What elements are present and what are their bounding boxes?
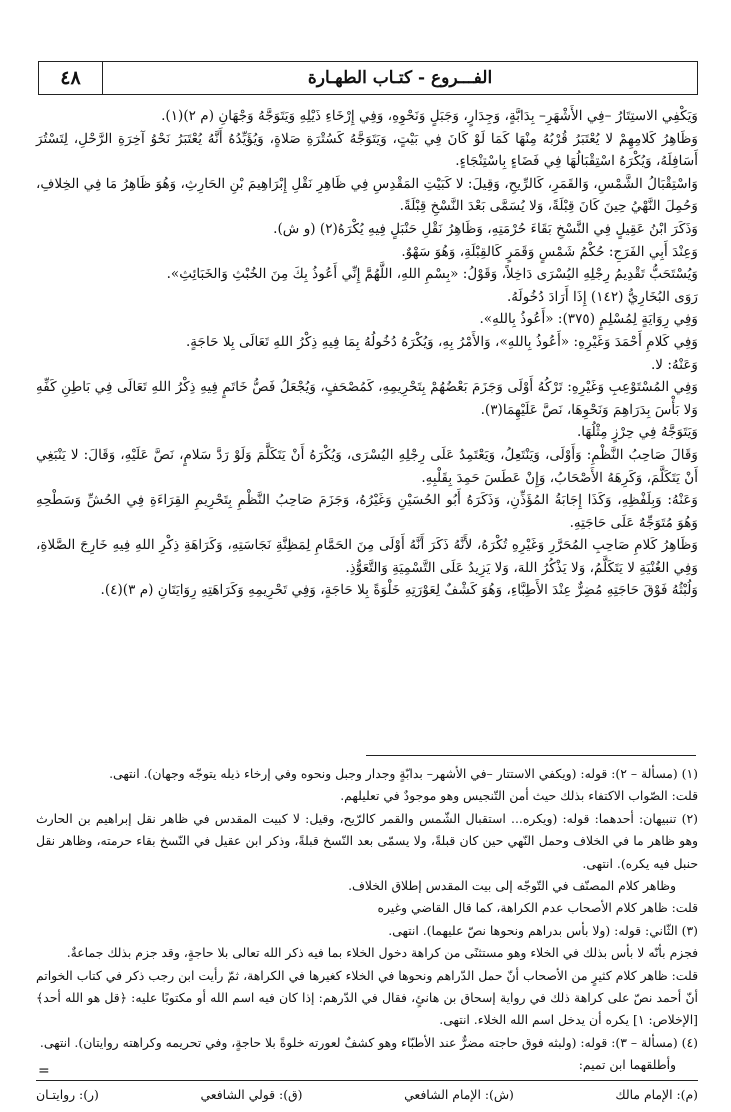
paragraph: وَعِنْدَ أَبِي الفَرَجِ: حُكْمُ شَمْسٍ وَقَمَرٍ كَالقِبْلَةِ، وَهُوَ سَهْوٌ.	[401, 243, 698, 260]
main-text	[36, 105, 698, 602]
footnote: قلت: الصّواب الاكتفاء بذلك حيث أمن التّنجيس وهو موجودٌ في تعليلهم.	[340, 788, 698, 804]
footnote: وأطلقهما ابن تميم:	[578, 1057, 676, 1073]
legend-shafii-qawlan: (ق): قولي الشافعي	[200, 1087, 303, 1102]
footnotes	[36, 763, 698, 1077]
paragraph: وَاسْتِقْبَالُ الشَّمْسِ، وَالقَمَرِ، كَالرِّيحِ، وَقِيلَ: لا كَبَيْتِ المَقْدِسِ فِي ظَاهِرِ نَقْلِ إِبْرَاهِيمَ بْنِ الحَارِثِ، وَهُوَ ظَاهِرُ مَا فِي الخِلافِ، وَحُمِلَ النَّهْيُ حِينَ كَانَ قِبْلَةً، وَلا يُسَمَّى بَعْدَ النَّسْخِ قِبْلَةً.	[36, 175, 698, 215]
paragraph: وَيُسْتَحَبُّ تَقْدِيمُ رِجْلِهِ اليُسْرَى دَاخِلاً، وَقَوْلُ: «بِسْمِ اللهِ، اللَّهُمَّ إِنِّي أَعُوذُ بِكَ مِنَ الخُبْثِ وَالخَبَائِثِ».	[166, 266, 698, 283]
book-page	[28, 55, 704, 1102]
paragraph: وَظَاهِرُ كَلامِ صَاحِبِ المُحَرَّرِ وَغَيْرِهِ تُكْرَهُ، لأَنَّهُ ذَكَرَ أَنَّهُ أَوْلَى مِنَ الحَمَّامِ لِمَظِنَّةِ نَجَاسَتِهِ، وَكَرَاهَةِ ذِكْرِ اللهِ فِيهِ خَارِجَ الصَّلاةِ، وَفِي الغُنْيَةِ لا يَتَكَلَّمُ، وَلا يَذْكُرُ اللهَ، وَلا يَزِيدُ عَلَى التَّسْمِيَةِ وَالتَّعَوُّذِ.	[36, 537, 698, 576]
footnote: فجزم بأنّه لا بأس بذلك في الخلاء وهو مستثنًى من كراهة دخول الخلاء بما فيه ذكر الله تعالى بلا حاجةٍ، وقد جزم بذلك جماعةٌ.	[66, 945, 698, 961]
footnote: (٣) الثّاني: قوله: (ولا بأس بدراهم ونحوها نصّ عليهما). انتهى.	[388, 922, 698, 938]
abbreviation-legend	[36, 1087, 698, 1102]
running-title: الفـــروع - كتـاب الطهـارة	[307, 68, 493, 88]
paragraph: وَلُبْثُهُ فَوْقَ حَاجَتِهِ مُضِرٌّ عِنْدَ الأَطِبَّاءِ، وَهُوَ كَشْفٌ لِعَوْرَتِهِ خَلْوَةً بِلا حَاجَةٍ، وَفِي تَحْرِيمِهِ وَكَرَاهَتِهِ رِوَايَتَانِ (م ٣)(٤).	[100, 582, 698, 599]
footnote: وظاهر كلام المصنّف في التّوجّه إلى بيت المقدس إطلاق الخلاف.	[348, 878, 676, 894]
paragraph: رَوَى البُخَارِيُّ (١٤٢) إِذَا أَرَادَ دُخُولَهُ.	[506, 288, 698, 305]
footnote: (٤) (مسألة – ٣): قوله: (ولبثه فوق حاجته مضرٌّ عند الأطبّاء وهو كشفٌ لعورته خلوةً بلا حاجةٍ، وفي تحريمه وكراهته روايتان). انتهى.	[39, 1034, 698, 1050]
footnote-separator	[366, 755, 696, 756]
paragraph: وَفِي رِوَايَةٍ لِمُسْلِمٍ (٣٧٥): «أَعُوذُ بِاللهِ».	[479, 311, 698, 328]
footnote: (٢) تنبيهان: أحدهما: قوله: (ويكره... استقبال الشّمس والقمر كالرّيح، وقيل: لا كبيت المقدس في ظاهر نقل إبراهيم بن الحارث وهو ظاهر ما في الخلاف وحمل النّهي حين كان قبلةً، ولا يسمّى بعد النّسخ قبلةً، وذكر ابن عقيل في النّسخ بقاء حرمته، وظاهر نقل حنبل فيه يكره). انتهى.	[36, 810, 698, 871]
paragraph: وَيَكْفِي الاستِتَارُ –فِي الأَشْهَرِ– بِدَابَّةٍ، وَجِدَارٍ، وَجَبَلٍ وَنَحْوِهِ، وَفِي إِرْخَاءِ ذَيْلِهِ وَيَتَوَجَّهُ وَجْهَانِ (م ٢)(١).	[161, 108, 698, 124]
footnote: قلت: ظاهر كلام الأصحاب عدم الكراهة، كما قال القاضي وغيره	[377, 900, 698, 916]
legend-shafii: (ش): الإمام الشافعي	[404, 1087, 514, 1102]
page-header	[38, 61, 698, 95]
paragraph: وَعَنْهُ: وَبِلَفْظِهِ، وَكَذَا إِجَابَةُ المُؤَذِّنِ، وَذَكَرَهُ أَبُو الحُسَيْنِ وَغَيْرُهُ، وَجَزَمَ صَاحِبُ النَّظْمِ بِتَحْرِيمِ القِرَاءَةِ فِي الحُشِّ وَسَطْحِهِ وَهُوَ مُتَوَجِّهٌ عَلَى حَاجَتِهِ.	[36, 492, 698, 531]
paragraph: وَقَالَ صَاحِبُ النَّظْمِ: وَأَوْلَى، وَيَنْتَعِلُ، وَيَعْتَمِدُ عَلَى رِجْلِهِ اليُسْرَى، وَيُكْرَهُ أَنْ يَتَكَلَّمَ وَلَوْ رَدَّ سَلامٍ، نَصَّ عَلَيْهِ، وَقَالَ: لا يَنْبَغِي أَنْ يَتَكَلَّمَ، وَكَرِهَهُ الأَصْحَابُ، وَإِنْ عَطَسَ حَمِدَ بِقَلْبِهِ.	[36, 446, 698, 486]
footnote: قلت: ظاهر كلام كثيرٍ من الأصحاب أنّ حمل الدّراهم ونحوها في الخلاء كغيرها في الكراهة، ثمّ رأيت ابن رجب ذكر في كتاب الخواتم أنّ أحمد نصّ على كراهة ذلك في رواية إسحاق بن هانئٍ، فقال في الدّرهم: إذا كان فيه اسم الله أو مكتوبًا عليه: ﴿قل هو الله أحد﴾ [الإخلاص: ١] يكره أن يدخل اسم الله الخلاء. انتهى.	[36, 967, 698, 1028]
paragraph: وَعَنْهُ: لا.	[650, 356, 698, 373]
legend-riwayatan: (ر): روايتـان	[36, 1087, 99, 1102]
footnote: (١) (مسألة – ٢): قوله: (ويكفي الاستتار –في الأشهر– بدابّةٍ وجدار وجبل ونحوه وفي إرخاء ذيله يتوجّه وجهان). انتهى.	[109, 766, 698, 781]
legend-separator	[36, 1080, 698, 1081]
paragraph: وَفِي المُسْتَوْعِبِ وَغَيْرِهِ: تَرْكُهُ أَوْلَى وَجَزَمَ بَعْضُهُمْ بِتَحْرِيمِهِ، كَمُصْحَفٍ، وَيُجْعَلُ فَصُّ خَاتَمٍ فِيهِ ذِكْرُ اللهِ تَعَالَى فِي بَاطِنِ كَفِّهِ وَلا بَأْسَ بِدَرَاهِمَ وَنَحْوِهَا، نَصَّ عَلَيْهِمَا(٣).	[36, 379, 698, 418]
paragraph: وَظَاهِرُ كَلامِهِمْ لا يُعْتَبَرُ قُرْبُهُ مِنْهَا كَمَا لَوْ كَانَ فِي بَيْتٍ، وَيَتَوَجَّهُ كَسُتْرَةِ صَلاةٍ، وَيُؤَيِّدُهُ أَنَّهُ يُعْتَبَرُ نَحْوُ آخِرَةِ الرَّحْلِ، لِتَسْتُرَ أَسَافِلَهُ، وَيُكْرَهُ اسْتِقْبَالُهَا فِي فَضَاءٍ بِاسْتِنْجَاءٍ.	[36, 130, 698, 170]
paragraph: وَيَتَوَجَّهُ فِي حِرْزٍ مِثْلُهَا.	[576, 424, 698, 441]
continuation-mark: =	[38, 1063, 50, 1079]
paragraph: وَذَكَرَ ابْنُ عَقِيلٍ فِي النَّسْخِ بَقَاءَ حُرْمَتِهِ، وَظَاهِرُ نَقْلِ حَنْبَلٍ فِيهِ يُكْرَهُ(٢) (و ش).	[273, 220, 698, 237]
legend-malik: (م): الإمام مالك	[615, 1087, 698, 1102]
page-number: ٤٨	[39, 62, 103, 94]
paragraph: وَفِي كَلامِ أَحْمَدَ وَغَيْرِهِ: «أَعُوذُ بِاللهِ»، وَالأَمْرُ بِهِ، وَيُكْرَهُ دُخُولُهُ بِمَا فِيهِ ذِكْرُ اللهِ تَعَالَى بِلا حَاجَةٍ.	[185, 333, 698, 350]
